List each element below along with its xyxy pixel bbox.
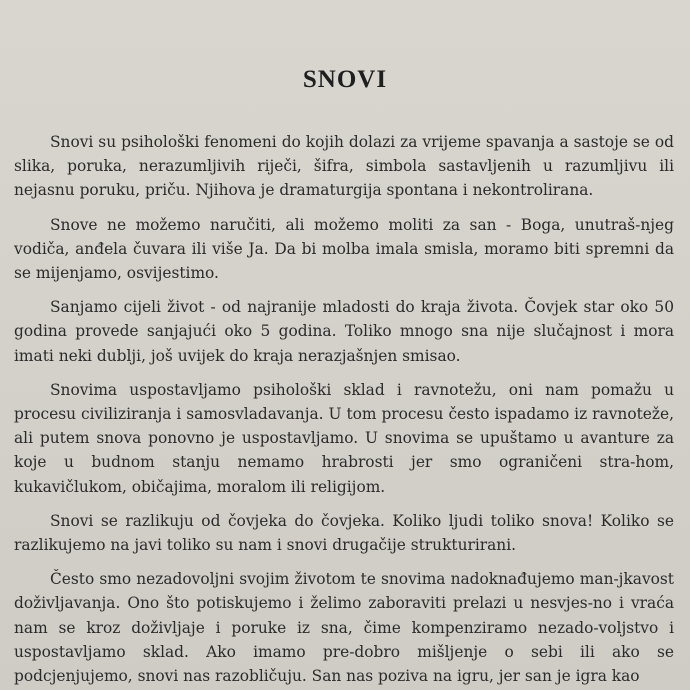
paragraph-1: Snovi su psihološki fenomeni do kojih dolazi za vrijeme spavanja a sastoje se od slika, poruka, nerazumljivih riječi, šifra, simbola sastavljenih u razumljivu ili nejasnu poruku, priču. Njihova je dramaturgija spontana i nekontrolirana.	[14, 133, 674, 200]
paragraph-4: Snovima uspostavljamo psihološki sklad i ravnotežu, oni nam pomažu u procesu civiliziranja i samosvladavanja. U tom procesu često ispadamo iz ravnoteže, ali putem snova ponovno je uspostavljamo. U snovima se upuštamo u avanture za koje u budnom stanju nemamo hrabrosti jer smo ograničeni stra-hom, kukavičlukom, običajima, moralom ili religijom.	[14, 380, 674, 496]
body-text	[14, 130, 674, 690]
page-title: SNOVI	[302, 66, 388, 93]
paragraph-3: Sanjamo cijeli život - od najranije mladosti do kraja života. Čovjek star oko 50 godina provede sanjajući oko 5 godina. Toliko mnogo sna nije slučajnost i mora imati neki dublji, još uvijek do kraja nerazjašnjen smisao.	[14, 298, 674, 365]
paragraph-5: Snovi se razlikuju od čovjeka do čovjeka. Koliko ljudi toliko snova! Koliko se razlikujemo na javi toliko su nam i snovi drugačije strukturirani.	[14, 511, 674, 555]
paragraph-6: Često smo nezadovoljni svojim životom te snovima nadoknađujemo man-jkavost doživljavanja. Ono što potiskujemo i želimo zaboraviti prelazi u nesvjes-no i vraća nam se kroz doživljaje i poruke iz sna, čime kompenziramo nezado-voljstvo i uspostavljamo sklad. Ako imamo pre-dobro mišljenje o sebi ili ako se podcjenjujemo, snovi nas razobličuju. San nas poziva na igru, jer san je igra kao	[14, 570, 674, 686]
paragraph-2: Snove ne možemo naručiti, ali možemo moliti za san - Boga, unutraš-njeg vodiča, anđela čuvara ili više Ja. Da bi molba imala smisla, moramo biti spremni da se mijenjamo, osvijestimo.	[14, 215, 674, 283]
